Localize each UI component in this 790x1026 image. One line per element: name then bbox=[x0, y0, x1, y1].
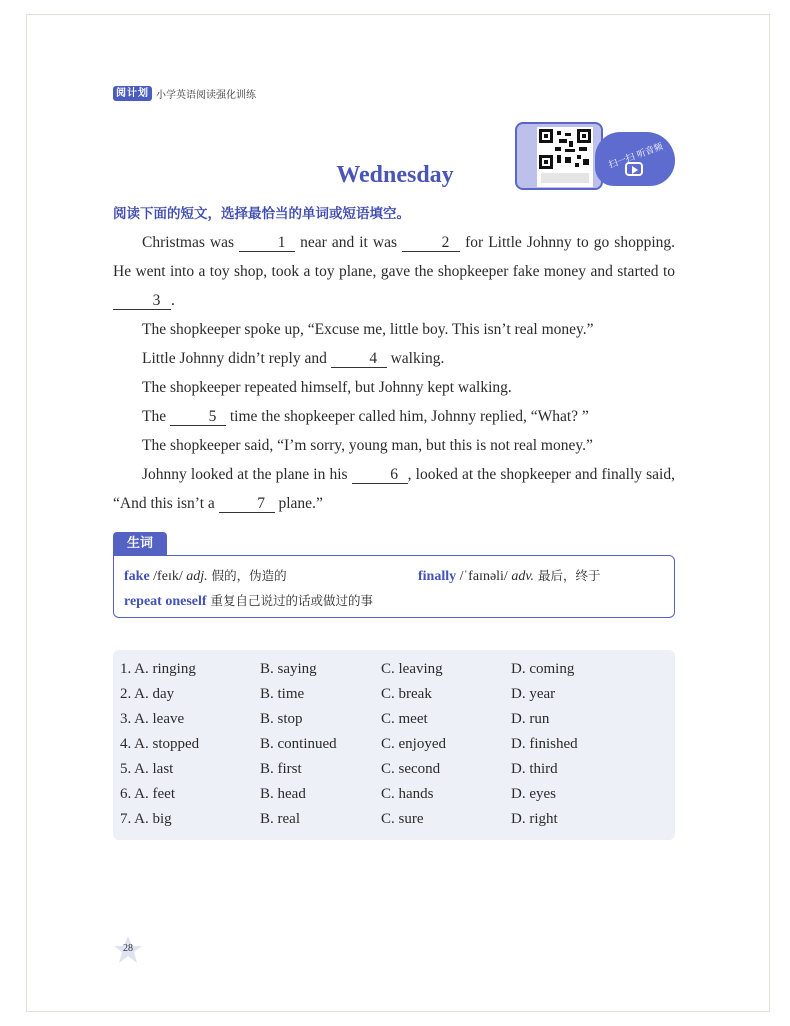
passage-paragraph: The shopkeeper said, “I’m sorry, young man, but this is not real money.” bbox=[142, 437, 593, 454]
series-title: 小学英语阅读强化训练 bbox=[156, 89, 256, 101]
page-number: 28 bbox=[123, 943, 133, 954]
passage-text: walking. bbox=[386, 350, 445, 367]
option-2a[interactable]: 2. A. day bbox=[120, 686, 175, 702]
option-6d[interactable]: D. eyes bbox=[511, 786, 556, 802]
question-row-2 bbox=[113, 682, 675, 707]
question-row-1 bbox=[113, 657, 675, 682]
option-3d[interactable]: D. run bbox=[511, 711, 550, 727]
option-6a[interactable]: 6. A. feet bbox=[120, 786, 175, 802]
passage-text: near and it was bbox=[295, 234, 403, 251]
option-3b[interactable]: B. stop bbox=[260, 711, 303, 727]
scan-to-listen-label: 扫一扫 听音频 bbox=[607, 142, 665, 171]
vocab-word: fake bbox=[124, 569, 150, 584]
passage-paragraph bbox=[113, 402, 675, 431]
blank-4: 4 bbox=[331, 350, 387, 368]
series-header bbox=[113, 85, 256, 101]
passage-text: plane.” bbox=[274, 495, 323, 512]
vocab-pos: adv. bbox=[511, 569, 535, 584]
passage-text: Johnny looked at the plane in his bbox=[142, 466, 352, 483]
option-6b[interactable]: B. head bbox=[260, 786, 306, 802]
reading-passage bbox=[113, 228, 675, 518]
vocab-word: finally bbox=[418, 569, 457, 584]
option-3a[interactable]: 3. A. leave bbox=[120, 711, 185, 727]
question-row-3 bbox=[113, 707, 675, 732]
option-1a[interactable]: 1. A. ringing bbox=[120, 661, 196, 677]
question-row-4 bbox=[113, 732, 675, 757]
vocab-meaning: 假的，伪造的 bbox=[207, 568, 287, 583]
vocab-meaning: 最后，终于 bbox=[534, 568, 601, 583]
vocab-tab: 生词 bbox=[113, 532, 167, 556]
blank-1: 1 bbox=[239, 234, 295, 252]
option-5a[interactable]: 5. A. last bbox=[120, 761, 174, 777]
page-number-star bbox=[113, 935, 143, 965]
blank-2: 2 bbox=[402, 234, 460, 252]
passage-text: for Little Johnny to go shopping. He went into a toy shop, took a toy plane, gave the shopkeeper fake money and started to bbox=[113, 234, 675, 280]
vocab-entry-repeat-oneself bbox=[124, 592, 373, 611]
passage-paragraph: The shopkeeper spoke up, “Excuse me, little boy. This isn’t real money.” bbox=[142, 321, 594, 338]
option-5c[interactable]: C. second bbox=[381, 761, 441, 777]
blank-6: 6 bbox=[352, 466, 408, 484]
vocab-word: repeat oneself bbox=[124, 594, 207, 609]
option-6c[interactable]: C. hands bbox=[381, 786, 434, 802]
lesson-title: Wednesday bbox=[336, 162, 454, 188]
option-2d[interactable]: D. year bbox=[511, 686, 556, 702]
option-4a[interactable]: 4. A. stopped bbox=[120, 736, 200, 752]
blank-5: 5 bbox=[170, 408, 226, 426]
series-logo: 阅计划 bbox=[113, 86, 152, 101]
passage-text: Christmas was bbox=[142, 234, 240, 251]
option-3c[interactable]: C. meet bbox=[381, 711, 428, 727]
instruction-text: 阅读下面的短文，选择最恰当的单词或短语填空。 bbox=[113, 206, 410, 222]
passage-text: , looked at the shopkeeper and finally said, “And this isn’t a bbox=[113, 466, 675, 512]
question-row-5 bbox=[113, 757, 675, 782]
vocab-phonetic: /ˈfaɪnəli/ bbox=[456, 569, 512, 584]
vocab-phonetic: /feɪk/ bbox=[149, 569, 187, 584]
option-1d[interactable]: D. coming bbox=[511, 661, 575, 677]
vocab-entry-finally bbox=[418, 567, 601, 586]
passage-paragraph bbox=[113, 228, 675, 315]
blank-7: 7 bbox=[219, 495, 275, 513]
vocab-meaning: 重复自己说过的话或做过的事 bbox=[206, 593, 374, 608]
question-row-6 bbox=[113, 782, 675, 807]
passage-paragraph: The shopkeeper repeated himself, but Johnny kept walking. bbox=[142, 379, 512, 396]
vocab-pos: adj. bbox=[186, 569, 208, 584]
option-2b[interactable]: B. time bbox=[260, 686, 305, 702]
option-1b[interactable]: B. saying bbox=[260, 661, 317, 677]
passage-text: time the shopkeeper called him, Johnny replied, “What? ” bbox=[225, 408, 589, 425]
vocab-entry-fake bbox=[124, 567, 287, 586]
question-row-7 bbox=[113, 807, 675, 832]
option-7c[interactable]: C. sure bbox=[381, 811, 424, 827]
option-1c[interactable]: C. leaving bbox=[381, 661, 443, 677]
option-4d[interactable]: D. finished bbox=[511, 736, 578, 752]
option-7d[interactable]: D. right bbox=[511, 811, 558, 827]
option-7a[interactable]: 7. A. big bbox=[120, 811, 172, 827]
passage-paragraph bbox=[113, 460, 675, 518]
blank-3: 3 bbox=[113, 292, 171, 310]
vocab-box bbox=[113, 555, 675, 618]
option-4c[interactable]: C. enjoyed bbox=[381, 736, 446, 752]
answer-options bbox=[113, 650, 675, 840]
passage-text: . bbox=[171, 292, 175, 309]
option-5d[interactable]: D. third bbox=[511, 761, 558, 777]
option-5b[interactable]: B. first bbox=[260, 761, 302, 777]
passage-paragraph bbox=[113, 344, 675, 373]
option-4b[interactable]: B. continued bbox=[260, 736, 337, 752]
passage-text: The bbox=[142, 408, 170, 425]
passage-text: Little Johnny didn’t reply and bbox=[142, 350, 331, 367]
option-7b[interactable]: B. real bbox=[260, 811, 300, 827]
option-2c[interactable]: C. break bbox=[381, 686, 432, 702]
